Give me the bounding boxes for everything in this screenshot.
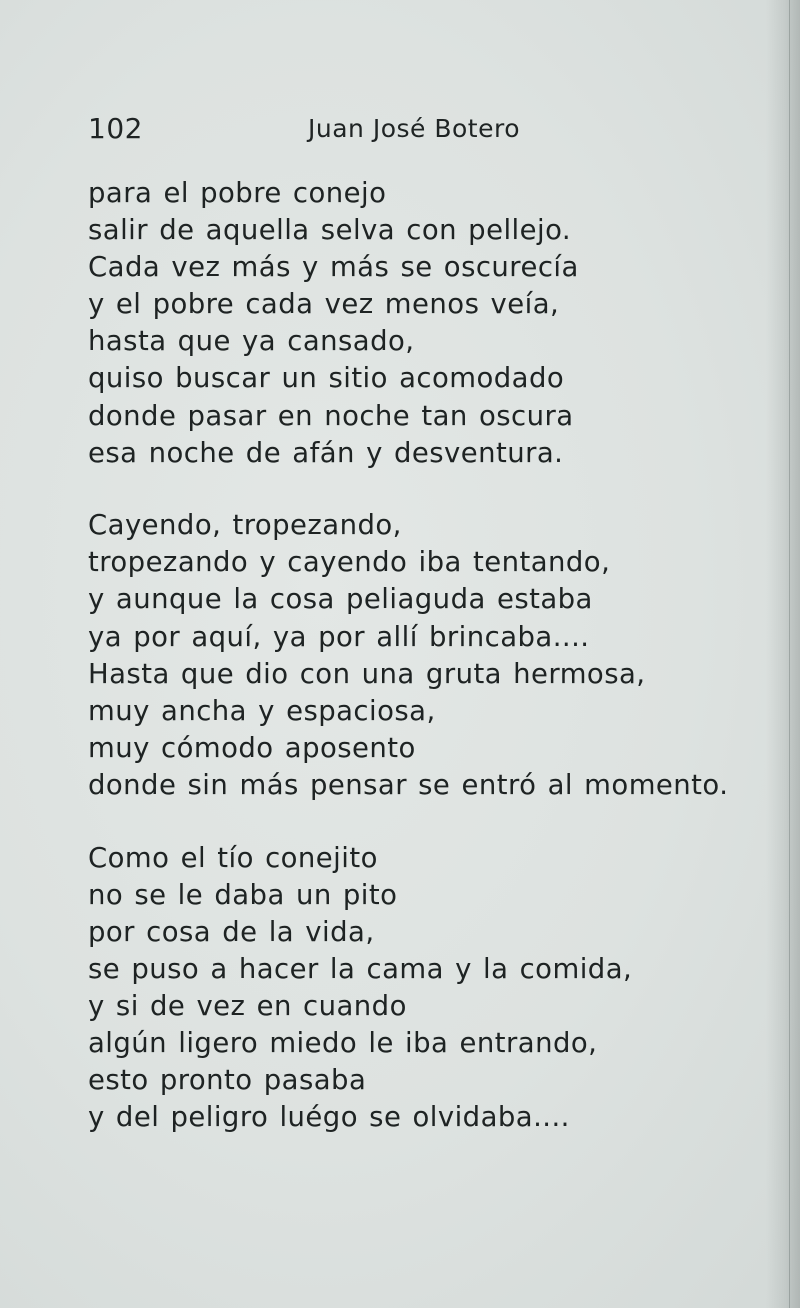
verse-line: esa noche de afán y desventura. xyxy=(88,436,564,469)
verse-line: y el pobre cada vez menos veía, xyxy=(88,288,560,321)
verse-line: hasta que ya cansado, xyxy=(88,325,415,358)
poem-body xyxy=(88,175,728,1136)
verse-line: tropezando y cayendo iba tentando, xyxy=(88,546,611,579)
verse-line: y del peligro luégo se olvidaba.... xyxy=(88,1101,570,1134)
verse-line: no se le daba un pito xyxy=(88,878,398,911)
stanza-1 xyxy=(88,175,728,472)
stanza-2 xyxy=(88,507,728,804)
running-head: Juan José Botero xyxy=(308,114,521,143)
verse-line: y si de vez en cuando xyxy=(88,989,407,1022)
page-number: 102 xyxy=(88,112,143,145)
verse-line: donde sin más pensar se entró al momento. xyxy=(88,768,729,801)
verse-line: Como el tío conejito xyxy=(88,841,378,874)
verse-line: algún ligero miedo le iba entrando, xyxy=(88,1026,598,1059)
page-edge-shadow xyxy=(766,0,800,1308)
verse-line: muy ancha y espaciosa, xyxy=(88,694,436,727)
verse-line: donde pasar en noche tan oscura xyxy=(88,399,574,432)
page-header xyxy=(88,112,528,152)
verse-line: y aunque la cosa peliaguda estaba xyxy=(88,583,593,616)
verse-line: por cosa de la vida, xyxy=(88,915,375,948)
verse-line: Cada vez más y más se oscurecía xyxy=(88,251,579,284)
page-edge-line xyxy=(789,0,790,1308)
verse-line: salir de aquella selva con pellejo. xyxy=(88,214,572,247)
verse-line: Cayendo, tropezando, xyxy=(88,509,402,542)
verse-line: Hasta que dio con una gruta hermosa, xyxy=(88,657,646,690)
stanza-3 xyxy=(88,840,728,1137)
verse-line: ya por aquí, ya por allí brincaba.... xyxy=(88,620,590,653)
verse-line: muy cómodo aposento xyxy=(88,731,416,764)
verse-line: esto pronto pasaba xyxy=(88,1064,367,1097)
verse-line: se puso a hacer la cama y la comida, xyxy=(88,952,633,985)
verse-line: quiso buscar un sitio acomodado xyxy=(88,362,565,395)
verse-line: para el pobre conejo xyxy=(88,177,387,209)
